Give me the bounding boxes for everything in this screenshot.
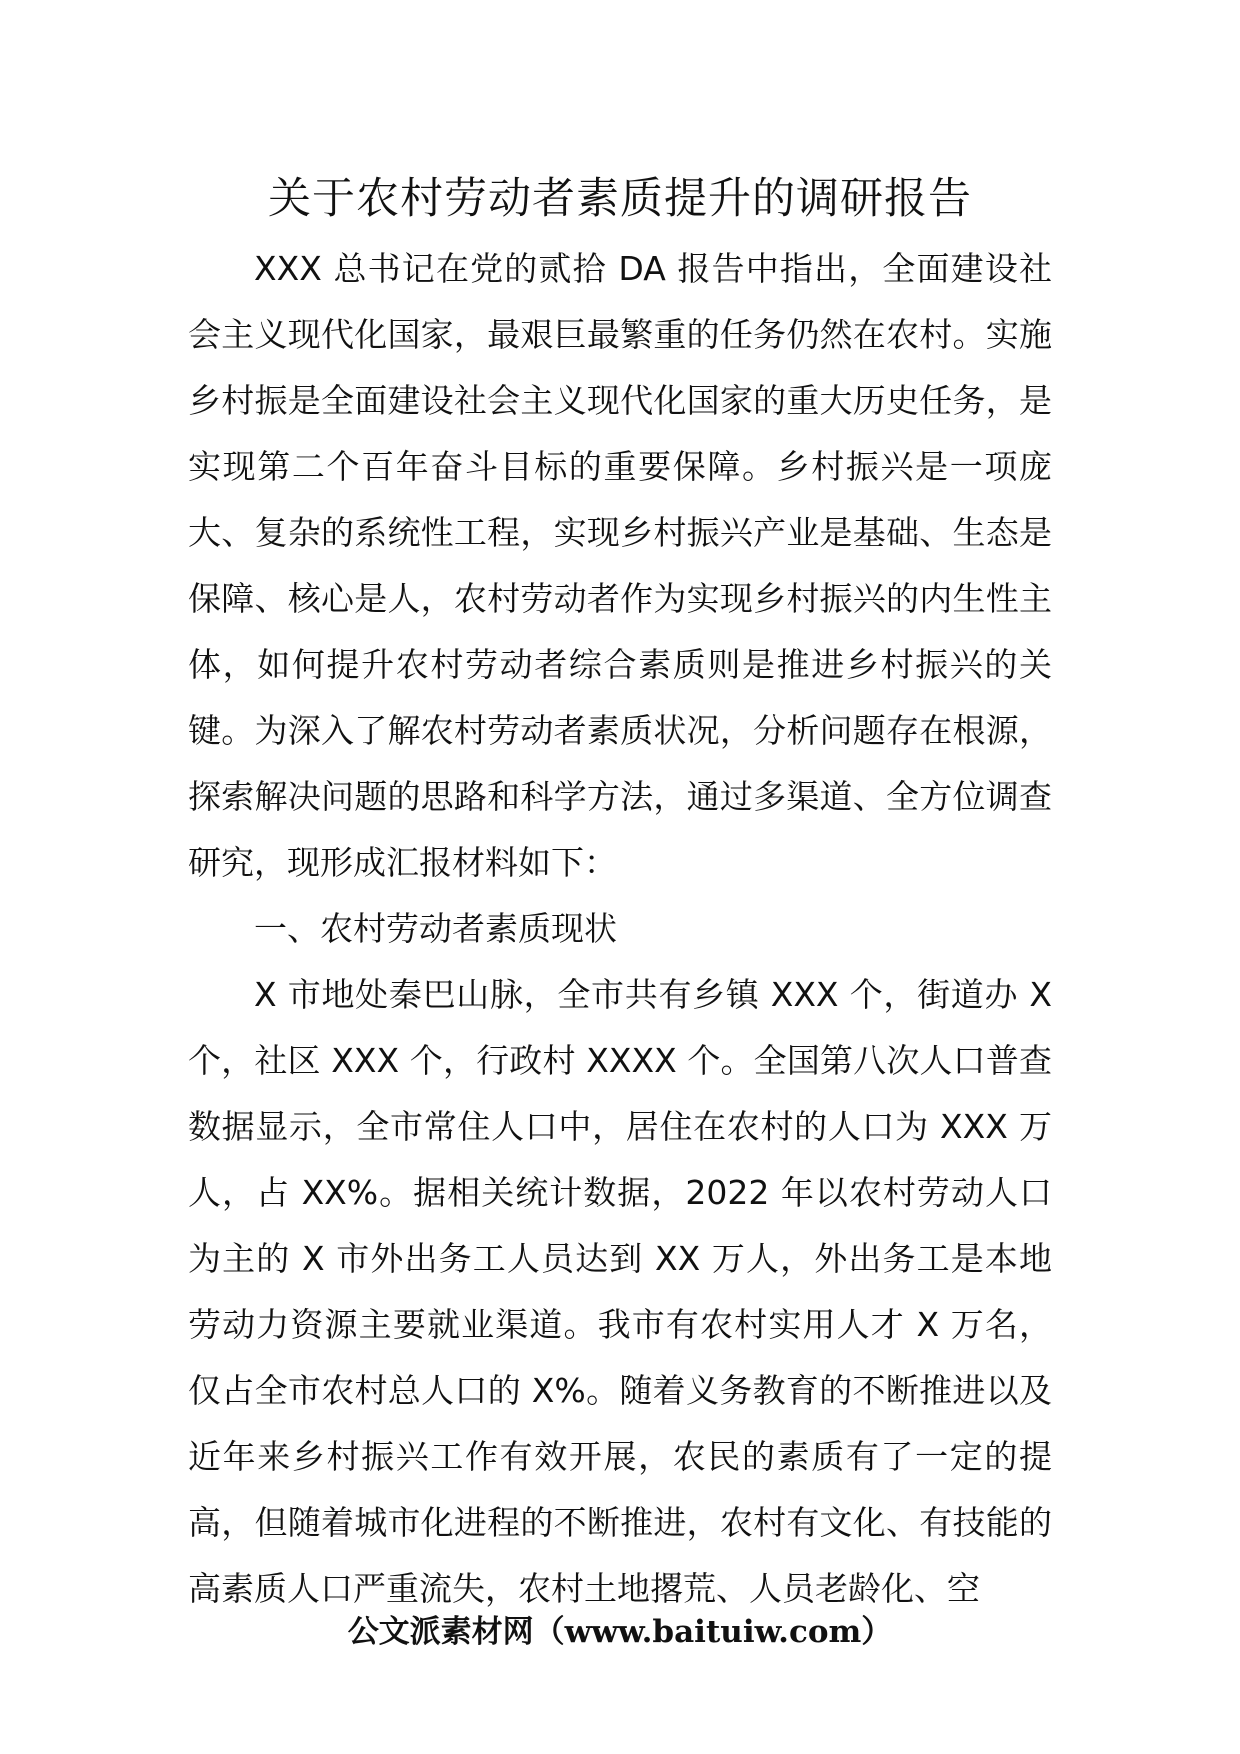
section-heading: 一、农村劳动者素质现状	[254, 909, 617, 948]
document-body	[188, 236, 1052, 1622]
document-title: 关于农村劳动者素质提升的调研报告	[268, 174, 972, 224]
status-paragraph: X 市地处秦巴山脉，全市共有乡镇 XXX 个，街道办 X 个，社区 XXX 个，行政村 XXXX 个。全国第八次人口普查数据显示，全市常住人口中，居住在农村的人口为 XXX 万人，占 XX%。据相关统计数据，2022 年以农村劳动人口为主的 X 市外出务工人员达到 XX 万人，外出务工是本地劳动力资源主要就业渠道。我市有农村实用人才 X 万名，仅占全市农村总人口的 X%。随着义务教育的不断推进以及近年来乡村振兴工作有效开展，农民的素质有了一定的提高，但随着城市化进程的不断推进，农村有文化、有技能的高素质人口严重流失，农村土地撂荒、人员老龄化、空	[188, 975, 1052, 1608]
intro-paragraph: XXX 总书记在党的贰拾 DA 报告中指出，全面建设社会主义现代化国家，最艰巨最繁重的任务仍然在农村。实施乡村振是全面建设社会主义现代化国家的重大历史任务，是实现第二个百年奋斗目标的重要保障。乡村振兴是一项庞大、复杂的系统性工程，实现乡村振兴产业是基础、生态是保障、核心是人，农村劳动者作为实现乡村振兴的内生性主体，如何提升农村劳动者综合素质则是推进乡村振兴的关键。为深入了解农村劳动者素质状况，分析问题存在根源，探索解决问题的思路和科学方法，通过多渠道、全方位调查研究，现形成汇报材料如下：	[188, 249, 1052, 882]
footer-watermark: 公文派素材网（www.baituiw.com）	[347, 1614, 893, 1650]
